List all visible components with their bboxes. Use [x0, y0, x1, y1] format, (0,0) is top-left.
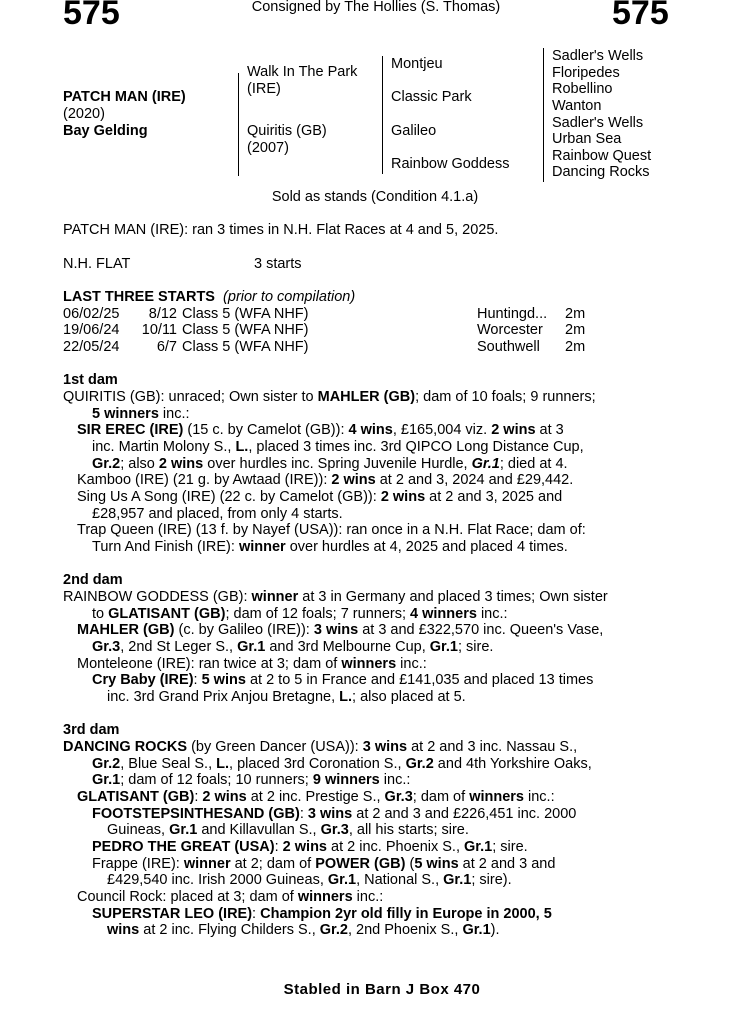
start-3-pos: 6/7 [156, 339, 177, 355]
great-grandparent-4: Wanton [552, 98, 602, 114]
second-dam-line-1: RAINBOW GODDESS (GB): winner at 3 in Germany and placed 3 times; Own sister [63, 589, 608, 605]
sir-erec-line-2: inc. Martin Molony S., L., placed 3 times inc. 3rd QIPCO Long Distance Cup, [92, 439, 584, 455]
sing-us-a-song-line-2: £28,957 and placed, from only 4 starts. [92, 506, 343, 522]
superstar-leo-line-2: wins at 2 inc. Flying Childers S., Gr.2, 2nd Phoenix S., Gr.1). [107, 922, 500, 938]
nh-flat-value: 3 starts [254, 256, 302, 272]
pedigree-line-2 [382, 56, 383, 174]
grandsire-1: Montjeu [391, 56, 443, 72]
granddam-2: Rainbow Goddess [391, 156, 510, 172]
great-grandparent-6: Urban Sea [552, 131, 622, 147]
trap-queen-line-2: Turn And Finish (IRE): winner over hurdles at 4, 2025 and placed 4 times. [92, 539, 568, 555]
footsteps-line-1: FOOTSTEPSINTHESAND (GB): 3 wins at 2 and 3 and £226,451 inc. 2000 [92, 806, 577, 822]
start-3-date: 22/05/24 [63, 339, 120, 355]
consignor: Consigned by The Hollies (S. Thomas) [251, 0, 501, 15]
first-dam-line-2: 5 winners inc.: [92, 406, 190, 422]
lot-number-right: 575 [612, 0, 669, 32]
mahler-line-2: Gr.3, 2nd St Leger S., Gr.1 and 3rd Melbourne Cup, Gr.1; sire. [92, 639, 494, 655]
start-3-course: Southwell [477, 339, 540, 355]
start-1-course: Huntingd... [477, 306, 548, 322]
last-three-heading: LAST THREE STARTS (prior to compilation) [63, 289, 356, 305]
great-grandparent-8: Dancing Rocks [552, 164, 650, 180]
second-dam-line-2: to GLATISANT (GB); dam of 12 foals; 7 runners; 4 winners inc.: [92, 606, 508, 622]
mahler-line-1: MAHLER (GB) (c. by Galileo (IRE)): 3 wins at 3 and £322,570 inc. Queen's Vase, [77, 622, 604, 638]
first-dam-line-1: QUIRITIS (GB): unraced; Own sister to MAHLER (GB); dam of 10 foals; 9 runners; [63, 389, 596, 405]
lot-number-left: 575 [63, 0, 120, 32]
start-3-race: Class 5 (WFA NHF) [182, 339, 309, 355]
pedigree-line-1 [238, 73, 239, 176]
grandsire-2: Galileo [391, 123, 437, 139]
frappe-line-1: Frappe (IRE): winner at 2; dam of POWER (GB) (5 wins at 2 and 3 and [92, 856, 556, 872]
council-rock-line: Council Rock: placed at 3; dam of winners inc.: [77, 889, 384, 905]
start-2-date: 19/06/24 [63, 322, 120, 338]
horse-type: Bay Gelding [63, 123, 148, 139]
sire-suffix: (IRE) [247, 81, 281, 97]
start-2-course: Worcester [477, 322, 543, 338]
stabling-info: Stabled in Barn J Box 470 [283, 981, 481, 998]
start-2-dist: 2m [565, 322, 586, 338]
great-grandparent-7: Rainbow Quest [552, 148, 652, 164]
cry-baby-line-2: inc. 3rd Grand Prix Anjou Bretagne, L.; also placed at 5. [107, 689, 466, 705]
footsteps-line-2: Guineas, Gr.1 and Killavullan S., Gr.3, all his starts; sire. [107, 822, 469, 838]
great-grandparent-5: Sadler's Wells [552, 115, 644, 131]
dam-year: (2007) [247, 140, 289, 156]
race-summary: PATCH MAN (IRE): ran 3 times in N.H. Flat Races at 4 and 5, 2025. [63, 222, 499, 238]
third-dam-line-2: Gr.2, Blue Seal S., L., placed 3rd Coronation S., Gr.2 and 4th Yorkshire Oaks, [92, 756, 592, 772]
sire: Walk In The Park [247, 64, 358, 80]
start-3-dist: 2m [565, 339, 586, 355]
great-grandparent-1: Sadler's Wells [552, 48, 644, 64]
start-1-date: 06/02/25 [63, 306, 120, 322]
start-2-race: Class 5 (WFA NHF) [182, 322, 309, 338]
start-1-dist: 2m [565, 306, 586, 322]
kamboo-line: Kamboo (IRE) (21 g. by Awtaad (IRE)): 2 wins at 2 and 3, 2024 and £29,442. [77, 472, 574, 488]
pedigree-line-3 [543, 48, 544, 182]
second-dam-heading: 2nd dam [63, 572, 123, 588]
trap-queen-line-1: Trap Queen (IRE) (13 f. by Nayef (USA)): ran once in a N.H. Flat Race; dam of: [77, 522, 586, 538]
granddam-1: Classic Park [391, 89, 472, 105]
horse-year: (2020) [63, 106, 105, 122]
sale-condition: Sold as stands (Condition 4.1.a) [271, 189, 479, 205]
sir-erec-line-1: SIR EREC (IRE) (15 c. by Camelot (GB)): 4 wins, £165,004 viz. 2 wins at 3 [77, 422, 564, 438]
dam: Quiritis (GB) [247, 123, 327, 139]
start-2-pos: 10/11 [141, 322, 177, 338]
horse-name: PATCH MAN (IRE) [63, 89, 186, 105]
third-dam-heading: 3rd dam [63, 722, 120, 738]
first-dam-heading: 1st dam [63, 372, 118, 388]
great-grandparent-3: Robellino [552, 81, 613, 97]
glatisant-line: GLATISANT (GB): 2 wins at 2 inc. Prestige S., Gr.3; dam of winners inc.: [77, 789, 555, 805]
third-dam-line-3: Gr.1; dam of 12 foals; 10 runners; 9 winners inc.: [92, 772, 411, 788]
pedro-line: PEDRO THE GREAT (USA): 2 wins at 2 inc. Phoenix S., Gr.1; sire. [92, 839, 528, 855]
sir-erec-line-3: Gr.2; also 2 wins over hurdles inc. Spring Juvenile Hurdle, Gr.1; died at 4. [92, 456, 568, 472]
frappe-line-2: £429,540 inc. Irish 2000 Guineas, Gr.1, National S., Gr.1; sire). [107, 872, 512, 888]
cry-baby-line-1: Cry Baby (IRE): 5 wins at 2 to 5 in France and £141,035 and placed 13 times [92, 672, 594, 688]
nh-flat-label: N.H. FLAT [63, 256, 131, 272]
third-dam-line-1: DANCING ROCKS (by Green Dancer (USA)): 3 wins at 2 and 3 inc. Nassau S., [63, 739, 578, 755]
superstar-leo-line-1: SUPERSTAR LEO (IRE): Champion 2yr old filly in Europe in 2000, 5 [92, 906, 552, 922]
start-1-pos: 8/12 [148, 306, 177, 322]
sing-us-a-song-line-1: Sing Us A Song (IRE) (22 c. by Camelot (GB)): 2 wins at 2 and 3, 2025 and [77, 489, 563, 505]
monteleone-line: Monteleone (IRE): ran twice at 3; dam of winners inc.: [77, 656, 427, 672]
great-grandparent-2: Floripedes [552, 65, 620, 81]
start-1-race: Class 5 (WFA NHF) [182, 306, 309, 322]
